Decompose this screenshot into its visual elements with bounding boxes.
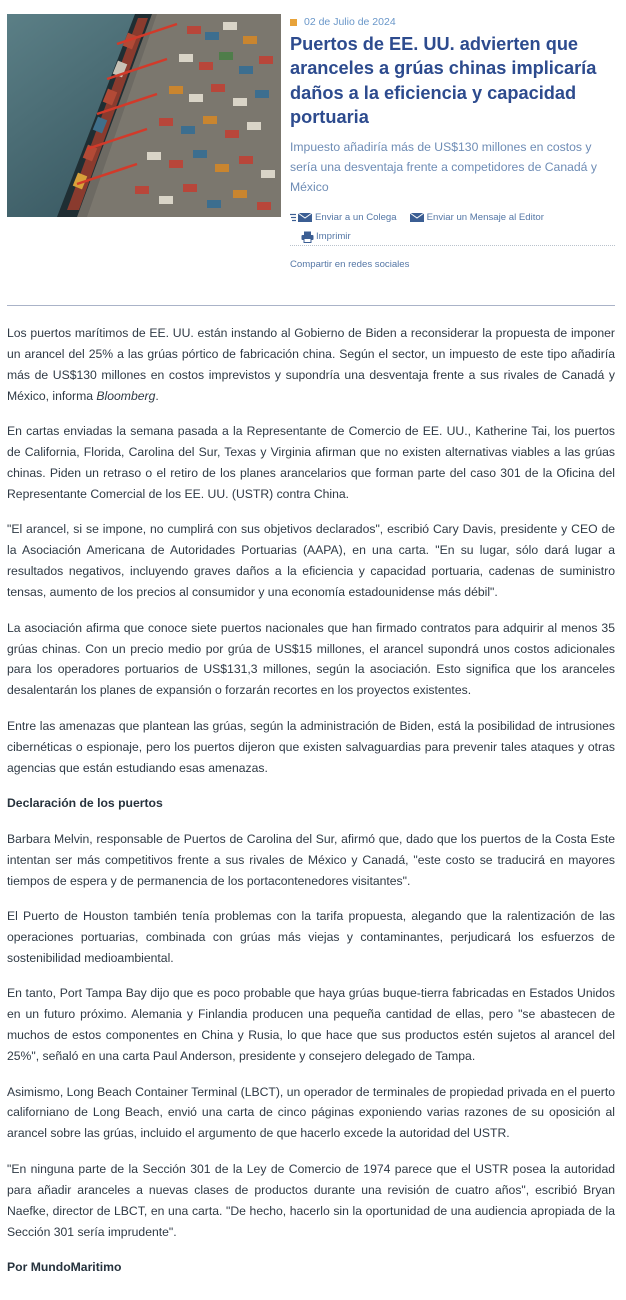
tools-separator	[290, 245, 615, 246]
paragraph-7: El Puerto de Houston también tenía problemas con la tarifa propuesta, alegando que la ralentización de las operaciones portuarias, combinada con grúas más viejas y contaminantes, perjudicará los esfuerzos de sostenibilidad medioambiental.	[7, 909, 615, 965]
hero-image	[7, 14, 281, 217]
source-name: Bloomberg	[96, 388, 156, 403]
printer-icon	[301, 231, 314, 243]
send-to-colleague-label: Enviar a un Colega	[315, 212, 397, 223]
paragraph-3: "El arancel, si se impone, no cumplirá con sus objetivos declarados", escribió Cary Davis, presidente y CEO de la Asociación Americana de Autoridades Portuarias (AAPA), en una carta. "En su lugar, sólo dará lugar a resultados negativos, incluyendo graves daños a la eficiencia y capacidad portuaria, cadenas de suministro tensas, aumento de los precios al consumidor y una economía estadounidense más débil".	[7, 522, 615, 600]
paragraph-4: La asociación afirma que conoce siete puertos nacionales que han firmado contratos para adquirir al menos 35 grúas chinas. Con un precio medio por grúa de US$15 millones, el arancel supondrá unos costos adicionales para los operadores portuarios de US$131,3 millones, según la asociación. Esto significa que los aranceles desalentarán los planes de expansión o forzarán recortes en los proyectos existentes.	[7, 620, 615, 698]
send-to-colleague-link[interactable]	[290, 212, 397, 223]
paragraph-1-text: Los puertos marítimos de EE. UU. están instando al Gobierno de Biden a reconsiderar la propuesta de imponer un arancel del 25% a las grúas pórtico de fabricación china. Según el sector, un impuesto de este tipo añadiría más de US$130 millones en costos imprevistos y supondría una desventaja frente a sus rivales de Canadá y México, informa	[7, 326, 615, 403]
section-heading: Declaración de los puertos	[7, 796, 163, 811]
article-body	[7, 323, 615, 1293]
tools-row-2	[301, 228, 616, 245]
paragraph-1	[7, 323, 615, 407]
header-divider	[7, 305, 615, 306]
paragraph-1-end: .	[155, 388, 159, 403]
share-social-link[interactable]: Compartir en redes sociales	[290, 259, 410, 270]
article-tools	[290, 209, 616, 245]
paragraph-9: Asimismo, Long Beach Container Terminal (LBCT), un operador de terminales de propiedad privada en el puerto californiano de Long Beach, envió una carta de cinco páginas exponiendo varias razones de su oposición al arancel sobre las grúas, incluido el argumento de que hacerlo excede la autoridad del USTR.	[7, 1084, 615, 1141]
byline: Por MundoMaritimo	[7, 1260, 122, 1275]
send-to-editor-label: Enviar un Mensaje al Editor	[426, 212, 544, 223]
print-link[interactable]	[301, 231, 351, 243]
tools-row-1	[290, 209, 616, 226]
article-title: Puertos de EE. UU. advierten que aranceles a grúas chinas implicaría daños a la eficiencia y capacidad portuaria	[290, 34, 597, 128]
date-row	[290, 14, 616, 30]
paragraph-5: Entre las amenazas que plantean las grúas, según la administración de Biden, está la posibilidad de intrusiones cibernéticas o espionaje, pero los puertos dijeron que existen salvaguardias para prevenir tales ataques y otras agencias que están estudiando esas amenazas.	[7, 718, 615, 775]
article-subtitle: Impuesto añadiría más de US$130 millones en costos y sería una desventaja frente a competidores de Canadá y México	[290, 139, 597, 194]
paragraph-10: "En ninguna parte de la Sección 301 de la Ley de Comercio de 1974 parece que el USTR posea la autoridad para añadir aranceles a nuevas clases de productos durante una revisión de cuatro años", escribió Bryan Naefke, director de LBCT, en una carta. "De hecho, hacerlo sin la oportunidad de una audiencia apropiada de la Sección 301 sería imprudente".	[7, 1161, 615, 1239]
date-marker-icon	[290, 19, 297, 26]
envelope-lines-icon	[290, 212, 313, 223]
envelope-icon	[409, 212, 425, 223]
paragraph-2: En cartas enviadas la semana pasada a la Representante de Comercio de EE. UU., Katherine Tai, los puertos de California, Florida, Carolina del Sur, Texas y Virginia afirman que no existen alternativas viables a las grúas chinas. Piden un retraso o el retiro de los planes arancelarios que forman parte del caso 301 de la Oficina del Representante Comercial de los EE. UU. (USTR) contra China.	[7, 424, 615, 501]
port-aerial-illustration	[7, 14, 281, 217]
paragraph-8: En tanto, Port Tampa Bay dijo que es poco probable que haya grúas buque-tierra fabricadas en Estados Unidos en un futuro próximo. Alemania y Finlandia producen una pequeña cantidad de ellas, pero "se abastecen de muchos de estos componentes en China y Rusia, lo que hace que sus productos estén sujetos al arancel del 25%", señaló en una carta Paul Anderson, presidente y consejero delegado de Tampa.	[7, 986, 615, 1064]
print-label: Imprimir	[316, 231, 351, 242]
article-header	[290, 14, 616, 197]
paragraph-6: Barbara Melvin, responsable de Puertos de Carolina del Sur, afirmó que, dado que los puertos de la Costa Este intentan ser más competitivos frente a sus rivales de México y Canadá, "este costo se traducirá en mayores tiempos de espera y de permanencia de los portacontenedores visitantes".	[7, 831, 615, 888]
publish-date: 02 de Julio de 2024	[304, 16, 396, 28]
send-to-editor-link[interactable]	[409, 212, 544, 223]
